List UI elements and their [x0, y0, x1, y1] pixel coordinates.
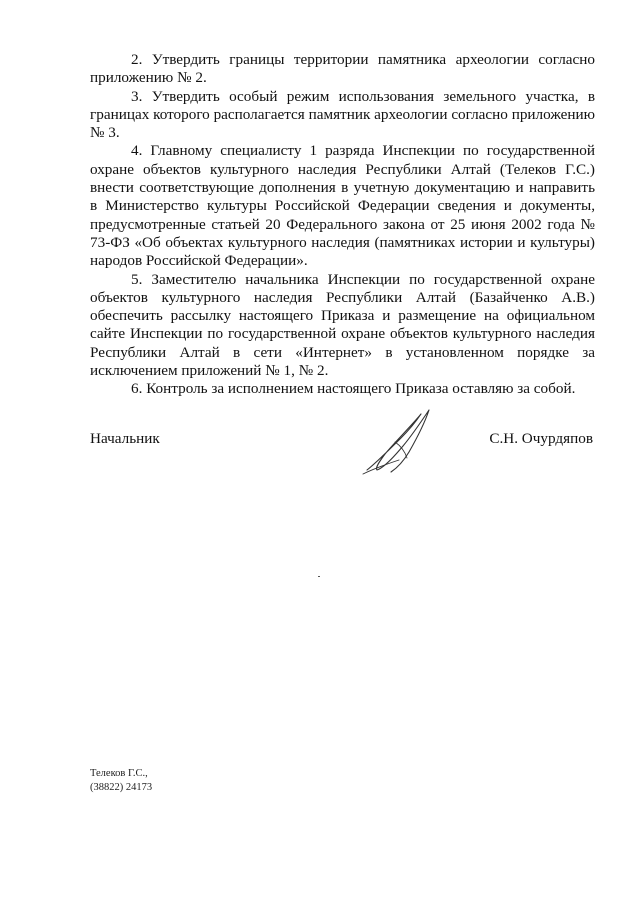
- document-body: [90, 51, 595, 399]
- executor-name: Телеков Г.С.,: [90, 768, 148, 779]
- paragraph-6: 6. Контроль за исполнением настоящего Приказа оставляю за собой.: [131, 380, 576, 398]
- paragraph-5: 5. Заместителю начальника Инспекции по государственной охране объектов культурного наследия Республики Алтай (Базайченко А.В.) обеспечить рассылку настоящего Приказа и размещение на официальном сайте Инспекции по государственной охране объектов культурного наследия Республики Алтай в сети «Интернет» в установленном порядке за исключением приложений № 1, № 2.: [90, 270, 595, 380]
- executor-phone: (38822) 24173: [90, 781, 153, 793]
- paragraph-3: 3. Утвердить особый режим использования земельного участка, в границах которого располагается памятник археологии согласно приложению № 3.: [90, 87, 595, 142]
- paragraph-4: 4. Главному специалисту 1 разряда Инспекции по государственной охране объектов культурного наследия Республики Алтай (Телеков Г.С.) внести соответствующие дополнения в учетную документацию и направить в Министерство культуры Российской Федерации сведения и документы, предусмотренные статьей 20 Федерального закона от 25 июня 2002 года № 73-ФЗ «Об объектах культурного наследия (памятниках истории и культуры) народов Российской Федерации».: [90, 142, 595, 270]
- paragraph-2: 2. Утвердить границы территории памятника археологии согласно приложению № 2.: [90, 51, 595, 87]
- handwritten-signature: [355, 402, 445, 482]
- signatory-title: Начальник: [90, 430, 160, 447]
- scan-speck: [318, 576, 320, 577]
- signature-block: [90, 430, 595, 450]
- signatory-name: С.Н. Очурдяпов: [489, 430, 593, 447]
- executor-footer: [90, 767, 152, 794]
